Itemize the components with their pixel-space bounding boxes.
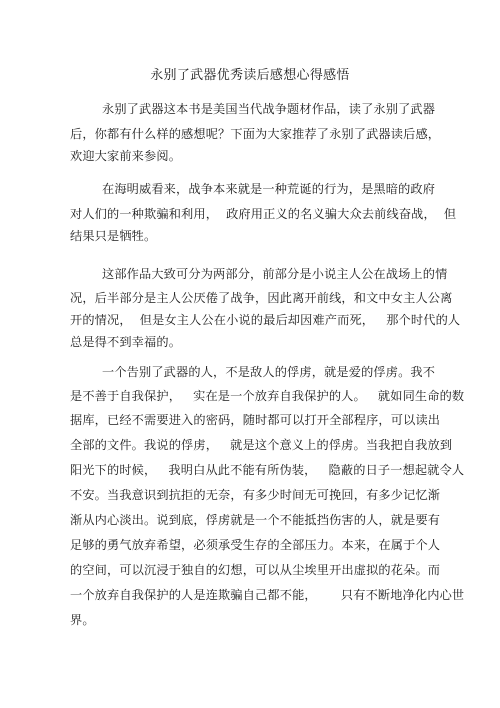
text-line: 不安。当我意识到抗拒的无奈，有多少时间无可挽回，有多少记忆渐 [70,488,441,502]
text-line: 欢迎大家前来参阅。 [70,149,182,163]
text-line: 据库，已经不需要进入的密码，随时都可以打开全部程序，可以读出 [70,413,441,427]
text-line: 阳光下的时候， 我明白从此不能有所伪装， 隐蔽的日子一想起就令人 [70,463,465,477]
document-title: 永别了武器优秀读后感想心得感悟 [150,68,350,83]
text-line: 况，后半部分是主人公厌倦了战争，因此离开前线，和文中女主人公离 [70,291,453,305]
text-line: 对人们的一种欺骗和利用， 政府用正义的名义骗大众去前线奋战， 但 [70,207,457,221]
text-line: 的空间，可以沉浸于独自的幻想，可以从尘埃里开出虚拟的花朵。而 [70,563,441,577]
text-line: 渐从内心淡出。说到底，俘虏就是一个不能抵挡伤害的人，就是要有 [70,513,441,527]
text-line: 足够的勇气放弃希望，必须承受生存的全部压力。本来，在属于个人 [70,538,441,552]
text-line: 一个告别了武器的人，不是敌人的俘虏，就是爱的俘虏。我不 [102,365,436,379]
text-line: 后，你都有什么样的感想呢？下面为大家推荐了永别了武器读后感， [70,127,441,141]
text-line: 一个放弃自我保护的人是连欺骗自己都不能， 只有不断地净化内心世 [70,588,465,602]
text-line: 永别了武器这本书是美国当代战争题材作品，读了永别了武器 [102,102,436,116]
text-line: 这部作品大致可分为两部分，前部分是小说主人公在战场上的情 [102,267,448,281]
text-line: 在海明威看来，战争本来就是一种荒诞的行为，是黑暗的政府 [102,182,436,196]
text-line: 结果只是牺牲。 [70,229,157,243]
text-line: 界。 [70,613,95,627]
text-line: 全部的文件。我说的俘虏， 就是这个意义上的俘虏。当我把自我放到 [70,438,453,452]
text-line: 总是得不到幸福的。 [70,335,182,349]
text-line: 是不善于自我保护， 实在是一个放弃自我保护的人。 就如同生命的数 [70,389,465,403]
text-line: 开的情况， 但是女主人公在小说的最后却因难产而死， 那个时代的人 [70,313,461,327]
